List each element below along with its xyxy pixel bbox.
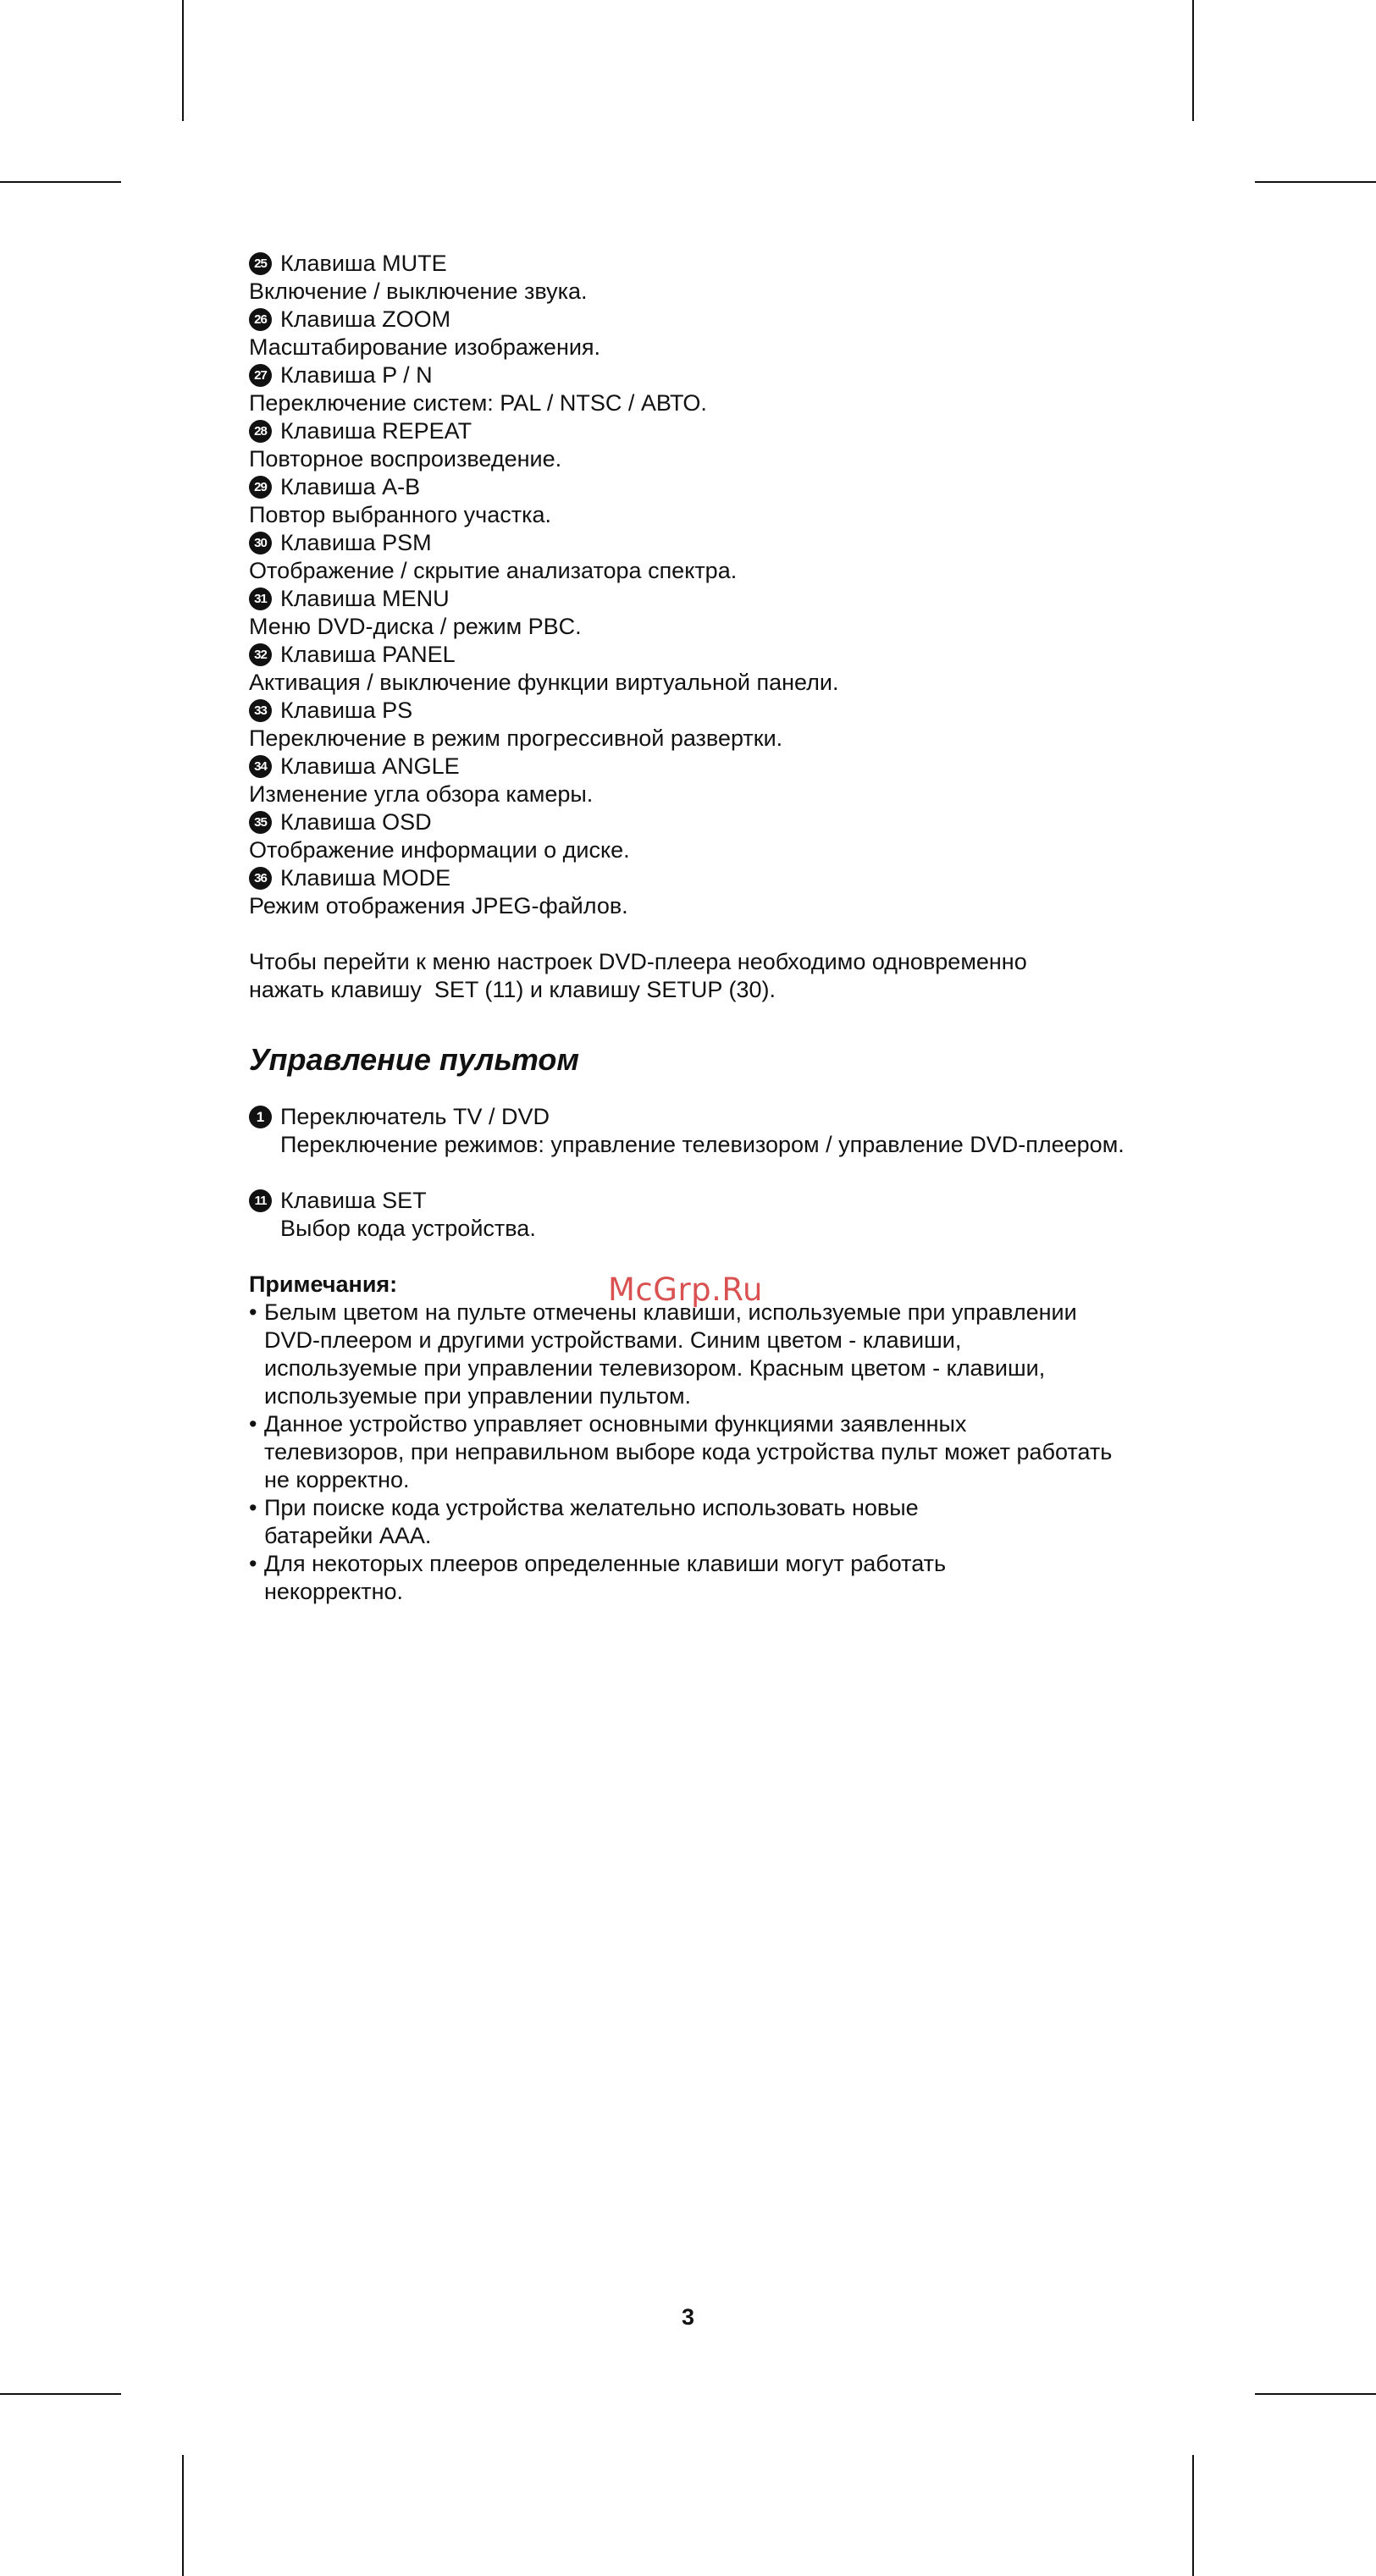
number-badge: 1 [249,1106,272,1128]
number-badge: 11 [249,1189,272,1212]
remote-list [249,1103,1214,1243]
key-description: Отображение / скрытие анализатора спектра. [249,558,738,583]
key-title: Клавиша MODE [280,865,451,891]
remote-item-tv-dvd-switch [249,1103,1214,1159]
crop-mark [182,0,184,121]
number-badge: 33 [249,699,272,722]
remote-item-set [249,1187,1214,1243]
crop-mark [1192,2455,1194,2576]
key-description: Повтор выбранного участка. [249,502,551,527]
key-title: Клавиша PS [280,698,413,723]
key-description: Повторное воспроизведение. [249,446,562,472]
number-badge: 30 [249,532,272,554]
remote-item-title: Переключатель TV / DVD [280,1104,550,1129]
key-description: Меню DVD-диска / режим PBC. [249,614,582,639]
number-badge: 32 [249,643,272,666]
page-number: 3 [681,2304,695,2330]
key-item-mute [249,250,1214,306]
key-title: Клавиша P / N [280,362,433,388]
crop-mark [1255,2393,1376,2395]
number-badge: 25 [249,252,272,275]
key-description: Масштабирование изображения. [249,334,601,360]
key-title: Клавиша PSM [280,530,432,555]
note-item: • Для некоторых плееров определенные клавиши могут работать некорректно. [249,1550,1214,1606]
note-item: • Данное устройство управляет основными функциями заявленных телевизоров, при неправильном выборе кода устройства пульт может работать не корректно. [249,1410,1214,1494]
number-badge: 26 [249,308,272,331]
crop-mark [1255,181,1376,183]
key-title: Клавиша PANEL [280,642,456,667]
key-list [249,250,1214,920]
key-description: Режим отображения JPEG-файлов. [249,893,628,918]
key-title: Клавиша MENU [280,586,450,611]
key-item-osd [249,808,1214,864]
key-title: Клавиша MUTE [280,251,447,276]
number-badge: 36 [249,867,272,890]
key-title: Клавиша A-B [280,474,421,499]
note-item: • При поиске кода устройства желательно использовать новые батарейки AAA. [249,1494,1214,1550]
key-item-ab [249,473,1214,529]
key-item-menu [249,585,1214,641]
key-item-angle [249,753,1214,808]
notes-list [249,1299,1214,1606]
number-badge: 31 [249,587,272,610]
key-title: Клавиша ANGLE [280,753,460,779]
key-description: Активация / выключение функции виртуальной панели. [249,670,839,695]
number-badge: 35 [249,811,272,834]
crop-mark [0,181,121,183]
setup-note [249,948,1214,1004]
key-item-repeat [249,417,1214,473]
key-title: Клавиша OSD [280,809,432,835]
key-item-zoom [249,306,1214,361]
key-title: Клавиша ZOOM [280,306,451,332]
setup-note-line: нажать клавишу SET (11) и клавишу SETUP (30). [249,977,776,1002]
remote-item-title: Клавиша SET [280,1188,427,1213]
key-title: Клавиша REPEAT [280,418,472,444]
key-item-panel [249,641,1214,697]
number-badge: 29 [249,476,272,499]
key-item-mode [249,864,1214,920]
setup-note-line: Чтобы перейти к меню настроек DVD-плеера необходимо одновременно [249,949,1027,974]
remote-item-description: Выбор кода устройства. [280,1216,536,1241]
number-badge: 27 [249,364,272,387]
crop-mark [1192,0,1194,121]
number-badge: 34 [249,755,272,778]
key-item-psm [249,529,1214,585]
remote-item-description: Переключение режимов: управление телевизором / управление DVD-плеером. [280,1132,1125,1157]
key-item-ps [249,697,1214,753]
notes-title: Примечания: [249,1271,398,1297]
watermark: McGrp.Ru [608,1271,763,1308]
key-item-pn [249,361,1214,417]
key-description: Переключение систем: PAL / NTSC / АВТО. [249,390,707,416]
section-title: Управление пультом [249,1042,579,1077]
crop-mark [0,2393,121,2395]
page-content [249,250,1214,1606]
key-description: Отображение информации о диске. [249,837,630,863]
key-description: Изменение угла обзора камеры. [249,781,594,807]
number-badge: 28 [249,420,272,443]
note-item: • Белым цветом на пульте отмечены клавиши, используемые при управлении DVD-плеером и другими устройствами. Синим цветом - клавиши, используемые при управлении телевизором. Красным цветом - клавиши, используемые при управлении пультом. [249,1299,1214,1410]
crop-mark [182,2455,184,2576]
key-description: Включение / выключение звука. [249,279,588,304]
key-description: Переключение в режим прогрессивной развертки. [249,725,783,751]
